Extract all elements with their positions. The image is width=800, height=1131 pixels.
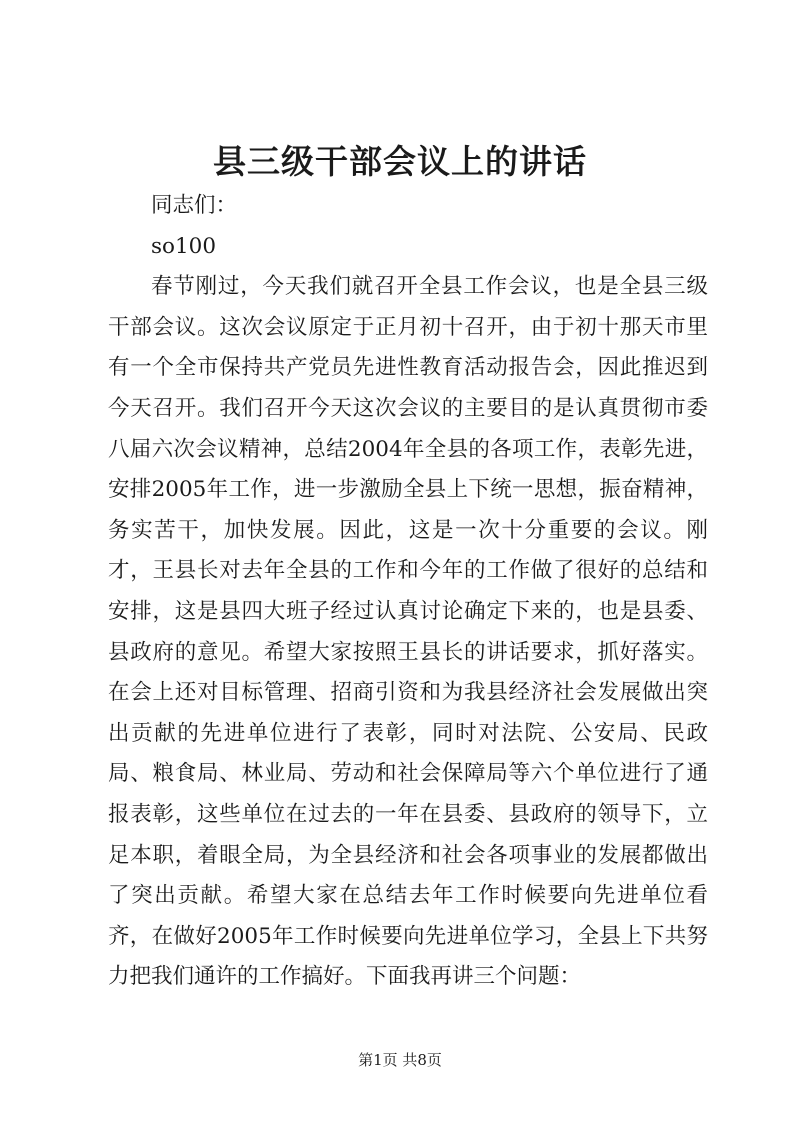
source-line: so100 xyxy=(151,233,217,259)
body-paragraph: 春节刚过，今天我们就召开全县工作会议，也是全县三级干部会议。这次会议原定于正月初十召开，由于初十那天市里有一个全市保持共产党员先进性教育活动报告会，因此推迟到今天召开。我们召开今天这次会议的主要目的是认真贯彻市委八届六次会议精神，总结2004年全县的各项工作，表彰先进，安排2005年工作，进一步激励全县上下统一思想，振奋精神，务实苦干，加快发展。因此，这是一次十分重要的会议。刚才，王县长对去年全县的工作和今年的工作做了很好的总结和安排，这是县四大班子经过认真讨论确定下来的，也是县委、县政府的意见。希望大家按照王县长的讲话要求，抓好落实。在会上还对目标管理、招商引资和为我县经济社会发展做出突出贡献的先进单位进行了表彰，同时对法院、公安局、民政局、粮食局、林业局、劳动和社会保障局等六个单位进行了通报表彰，这些单位在过去的一年在县委、县政府的领导下，立足本职，着眼全局，为全县经济和社会各项事业的发展都做出了突出贡献。希望大家在总结去年工作时候要向先进单位看齐，在做好2005年工作时候要向先进单位学习，全县上下共努力把我们通许的工作搞好。下面我再讲三个问题： xyxy=(108,274,708,990)
document-title: 县三级干部会议上的讲话 xyxy=(213,142,587,181)
document-body xyxy=(108,186,708,998)
page-number-footer: 第1页 共8页 xyxy=(358,1051,442,1069)
greeting-line: 同志们： xyxy=(151,193,238,218)
